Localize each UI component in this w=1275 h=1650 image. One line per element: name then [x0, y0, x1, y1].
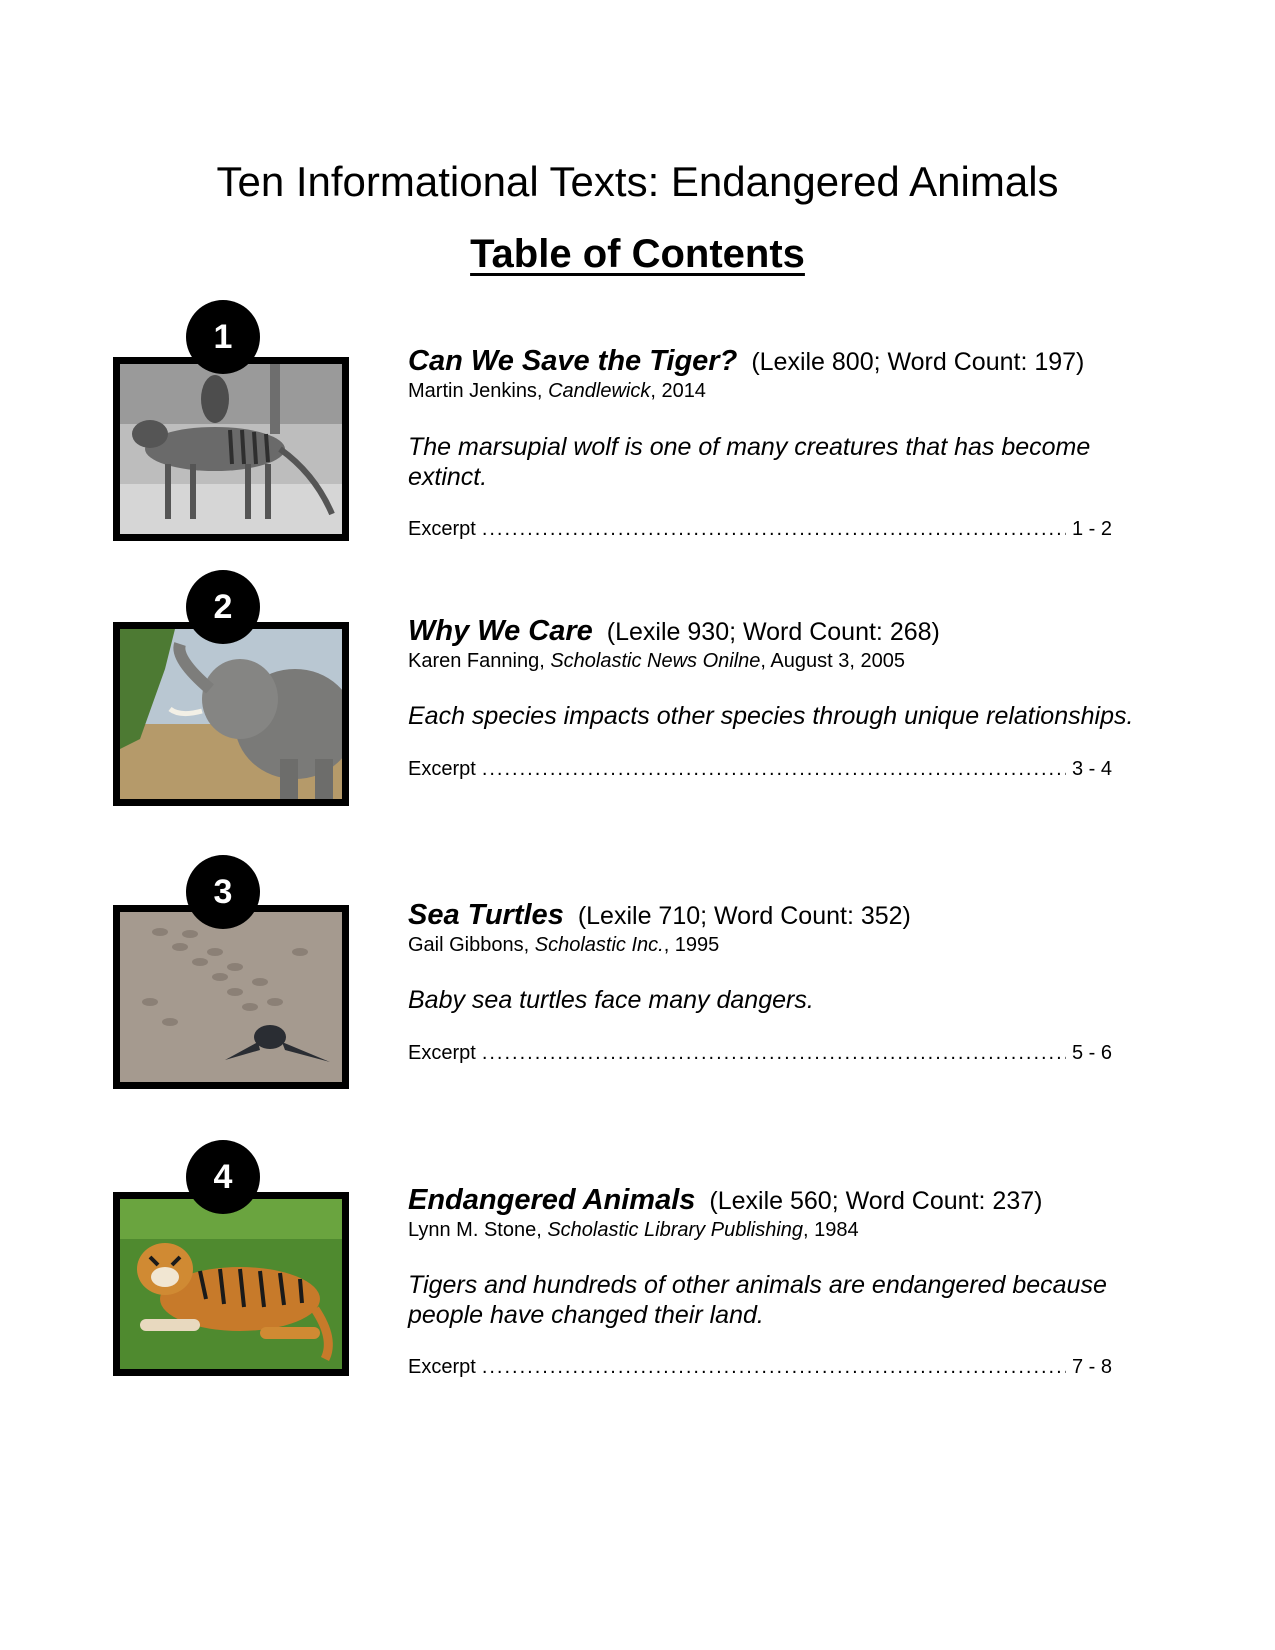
entry-number-badge: 4: [186, 1140, 260, 1214]
thylacine-photo: [113, 357, 349, 541]
tiger-photo: [113, 1192, 349, 1376]
publication-date: , 2014: [650, 380, 706, 402]
publication-date: , 1984: [803, 1219, 859, 1241]
book-title: Sea Turtles: [408, 899, 564, 931]
sea-turtle-photo: [113, 905, 349, 1089]
page-range: 7 - 8: [1071, 1356, 1112, 1378]
book-title: Endangered Animals: [408, 1184, 696, 1216]
entry-title-line: [408, 899, 911, 932]
book-meta: (Lexile 710; Word Count: 352): [577, 902, 911, 930]
book-meta: (Lexile 560; Word Count: 237): [709, 1187, 1043, 1215]
toc-label: Excerpt: [408, 1042, 476, 1064]
toc-line[interactable]: [408, 1042, 1112, 1065]
author-line: [408, 380, 706, 403]
entry-number-badge: 1: [186, 300, 260, 374]
author-name: Gail Gibbons,: [408, 934, 530, 956]
author-name: Lynn M. Stone,: [408, 1219, 542, 1241]
publisher-name: Scholastic Library Publishing: [547, 1219, 804, 1241]
dot-leader: [482, 1356, 1066, 1379]
entry-number-badge: 2: [186, 570, 260, 644]
table-of-contents-heading: Table of Contents: [470, 232, 805, 276]
entry-title-line: [408, 1184, 1042, 1217]
toc-line[interactable]: [408, 1356, 1112, 1379]
book-meta: (Lexile 930; Word Count: 268): [606, 618, 940, 646]
entry-title-line: [408, 345, 1084, 378]
publication-date: , August 3, 2005: [760, 650, 905, 672]
entry-summary: Each species impacts other species through unique relationships.: [408, 702, 1134, 730]
author-line: [408, 934, 719, 957]
toc-line[interactable]: [408, 518, 1112, 541]
book-title: Why We Care: [408, 615, 593, 647]
author-line: [408, 1219, 859, 1242]
dot-leader: [482, 1042, 1066, 1065]
author-name: Martin Jenkins,: [408, 380, 543, 402]
author-name: Karen Fanning,: [408, 650, 545, 672]
author-line: [408, 650, 905, 673]
book-title: Can We Save the Tiger?: [408, 345, 738, 377]
entry-title-line: [408, 615, 940, 648]
page-range: 3 - 4: [1071, 758, 1112, 780]
publisher-name: Candlewick: [548, 380, 651, 402]
entry-summary: The marsupial wolf is one of many creatures that has become extinct.: [408, 433, 1091, 491]
dot-leader: [482, 758, 1066, 781]
publisher-name: Scholastic Inc.: [534, 934, 664, 956]
document-title: Ten Informational Texts: Endangered Animals: [216, 158, 1059, 205]
elephant-photo: [113, 622, 349, 806]
publisher-name: Scholastic News Onilne: [550, 650, 761, 672]
entry-summary: Baby sea turtles face many dangers.: [408, 986, 814, 1014]
entry-summary: Tigers and hundreds of other animals are endangered because people have changed their land.: [408, 1271, 1107, 1329]
book-meta: (Lexile 800; Word Count: 197): [751, 348, 1085, 376]
entry-number-badge: 3: [186, 855, 260, 929]
page-range: 1 - 2: [1071, 518, 1112, 540]
page-range: 5 - 6: [1071, 1042, 1112, 1064]
publication-date: , 1995: [663, 934, 720, 956]
dot-leader: [482, 518, 1066, 541]
toc-line[interactable]: [408, 758, 1112, 781]
toc-label: Excerpt: [408, 1356, 476, 1378]
toc-label: Excerpt: [408, 758, 476, 780]
toc-label: Excerpt: [408, 518, 476, 540]
